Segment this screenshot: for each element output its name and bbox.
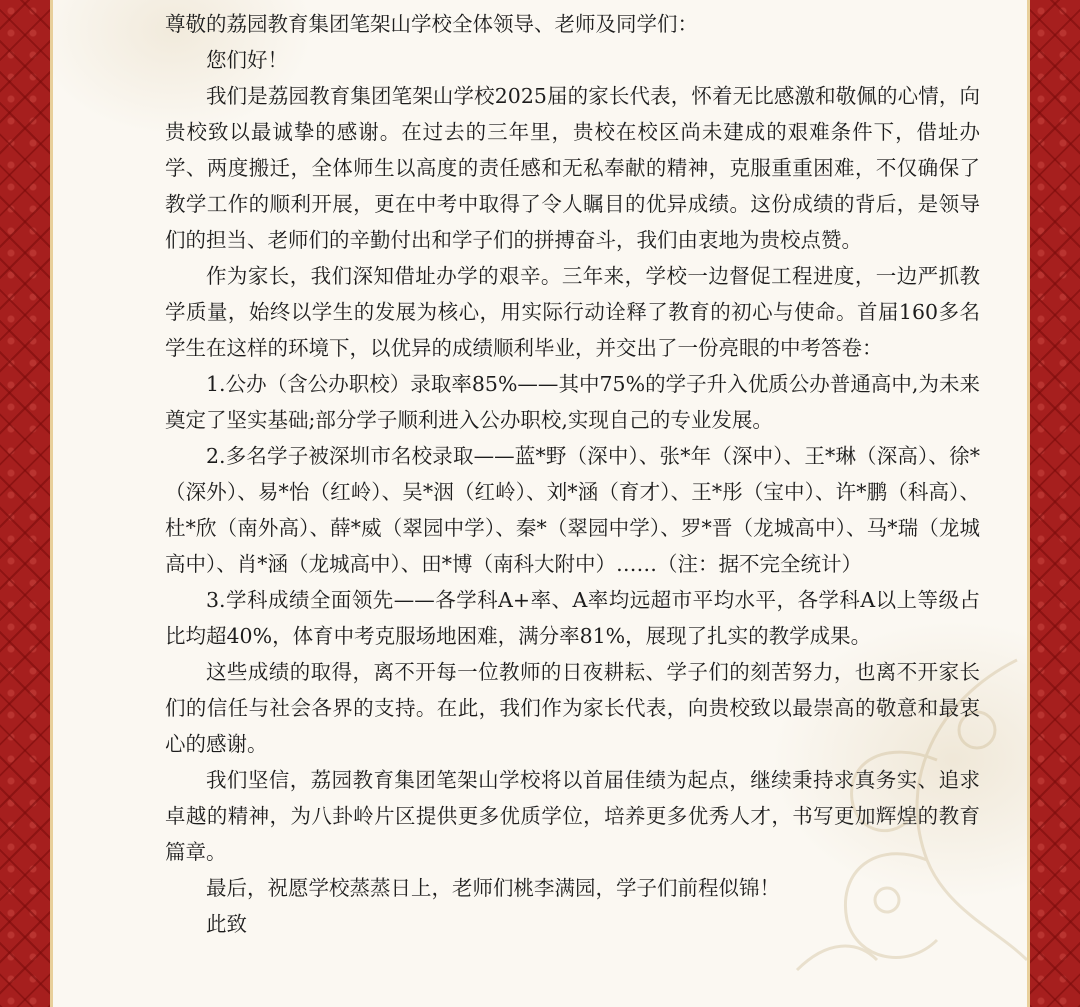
letter-paper — [53, 0, 1027, 1007]
paragraph-belief: 我们坚信，荔园教育集团笔架山学校将以首届佳绩为起点，继续秉持求真务实、追求卓越的精神，为八卦岭片区提供更多优质学位，培养更多优秀人才，书写更加辉煌的教育篇章。 — [165, 768, 980, 864]
paragraph-hardship: 作为家长，我们深知借址办学的艰辛。三年来，学校一边督促工程进度，一边严抓教学质量，始终以学生的发展为核心，用实际行动诠释了教育的初心与使命。首届160多名学生在这样的环境下，以优异的成绩顺利毕业，并交出了一份亮眼的中考答卷： — [165, 264, 980, 360]
greeting: 您们好！ — [206, 48, 288, 72]
salutation: 尊敬的荔园教育集团笔架山学校全体领导、老师及同学们： — [165, 12, 698, 36]
paragraph-intro: 我们是荔园教育集团笔架山学校2025届的家长代表，怀着无比感激和敬佩的心情，向贵校致以最诚挚的感谢。在过去的三年里，贵校在校区尚未建成的艰难条件下，借址办学、两度搬迁，全体师生以高度的责任感和无私奉献的精神，克服重重困难，不仅确保了教学工作的顺利开展，更在中考中取得了令人瞩目的优异成绩。这份成绩的背后，是领导们的担当、老师们的辛勤付出和学子们的拼搏奋斗，我们由衷地为贵校点赞。 — [165, 84, 980, 252]
result-item-admission-rate: 1.公办（含公办职校）录取率85%——其中75%的学子升入优质公办普通高中,为未来奠定了坚实基础;部分学子顺利进入公办职校,实现自己的专业发展。 — [165, 372, 980, 432]
result-item-subject-scores: 3.学科成绩全面领先——各学科A+率、A率均远超市平均水平，各学科A以上等级占比均超40%，体育中考克服场地困难，满分率81%，展现了扎实的教学成果。 — [165, 588, 980, 648]
paragraph-gratitude: 这些成绩的取得，离不开每一位教师的日夜耕耘、学子们的刻苦努力，也离不开家长们的信任与社会各界的支持。在此，我们作为家长代表，向贵校致以最崇高的敬意和最衷心的感谢。 — [165, 660, 980, 756]
letter-body — [165, 6, 980, 942]
result-item-top-schools: 2.多名学子被深圳市名校录取——蓝*野（深中）、张*年（深中）、王*琳（深高）、徐*（深外）、易*怡（红岭）、吴*洇（红岭）、刘*涵（育才）、王*彤（宝中）、许*鹏（科高）、杜*欣（南外高）、薛*威（翠园中学）、秦*（翠园中学）、罗*晋（龙城高中）、马*瑞（龙城高中）、肖*涵（龙城高中）、田*博（南科大附中）……（注：据不完全统计） — [165, 444, 980, 576]
left-decorative-border — [0, 0, 53, 1007]
right-decorative-border — [1027, 0, 1080, 1007]
paragraph-wishes: 最后，祝愿学校蒸蒸日上，老师们桃李满园，学子们前程似锦！ — [206, 876, 780, 900]
closing: 此致 — [206, 912, 247, 936]
